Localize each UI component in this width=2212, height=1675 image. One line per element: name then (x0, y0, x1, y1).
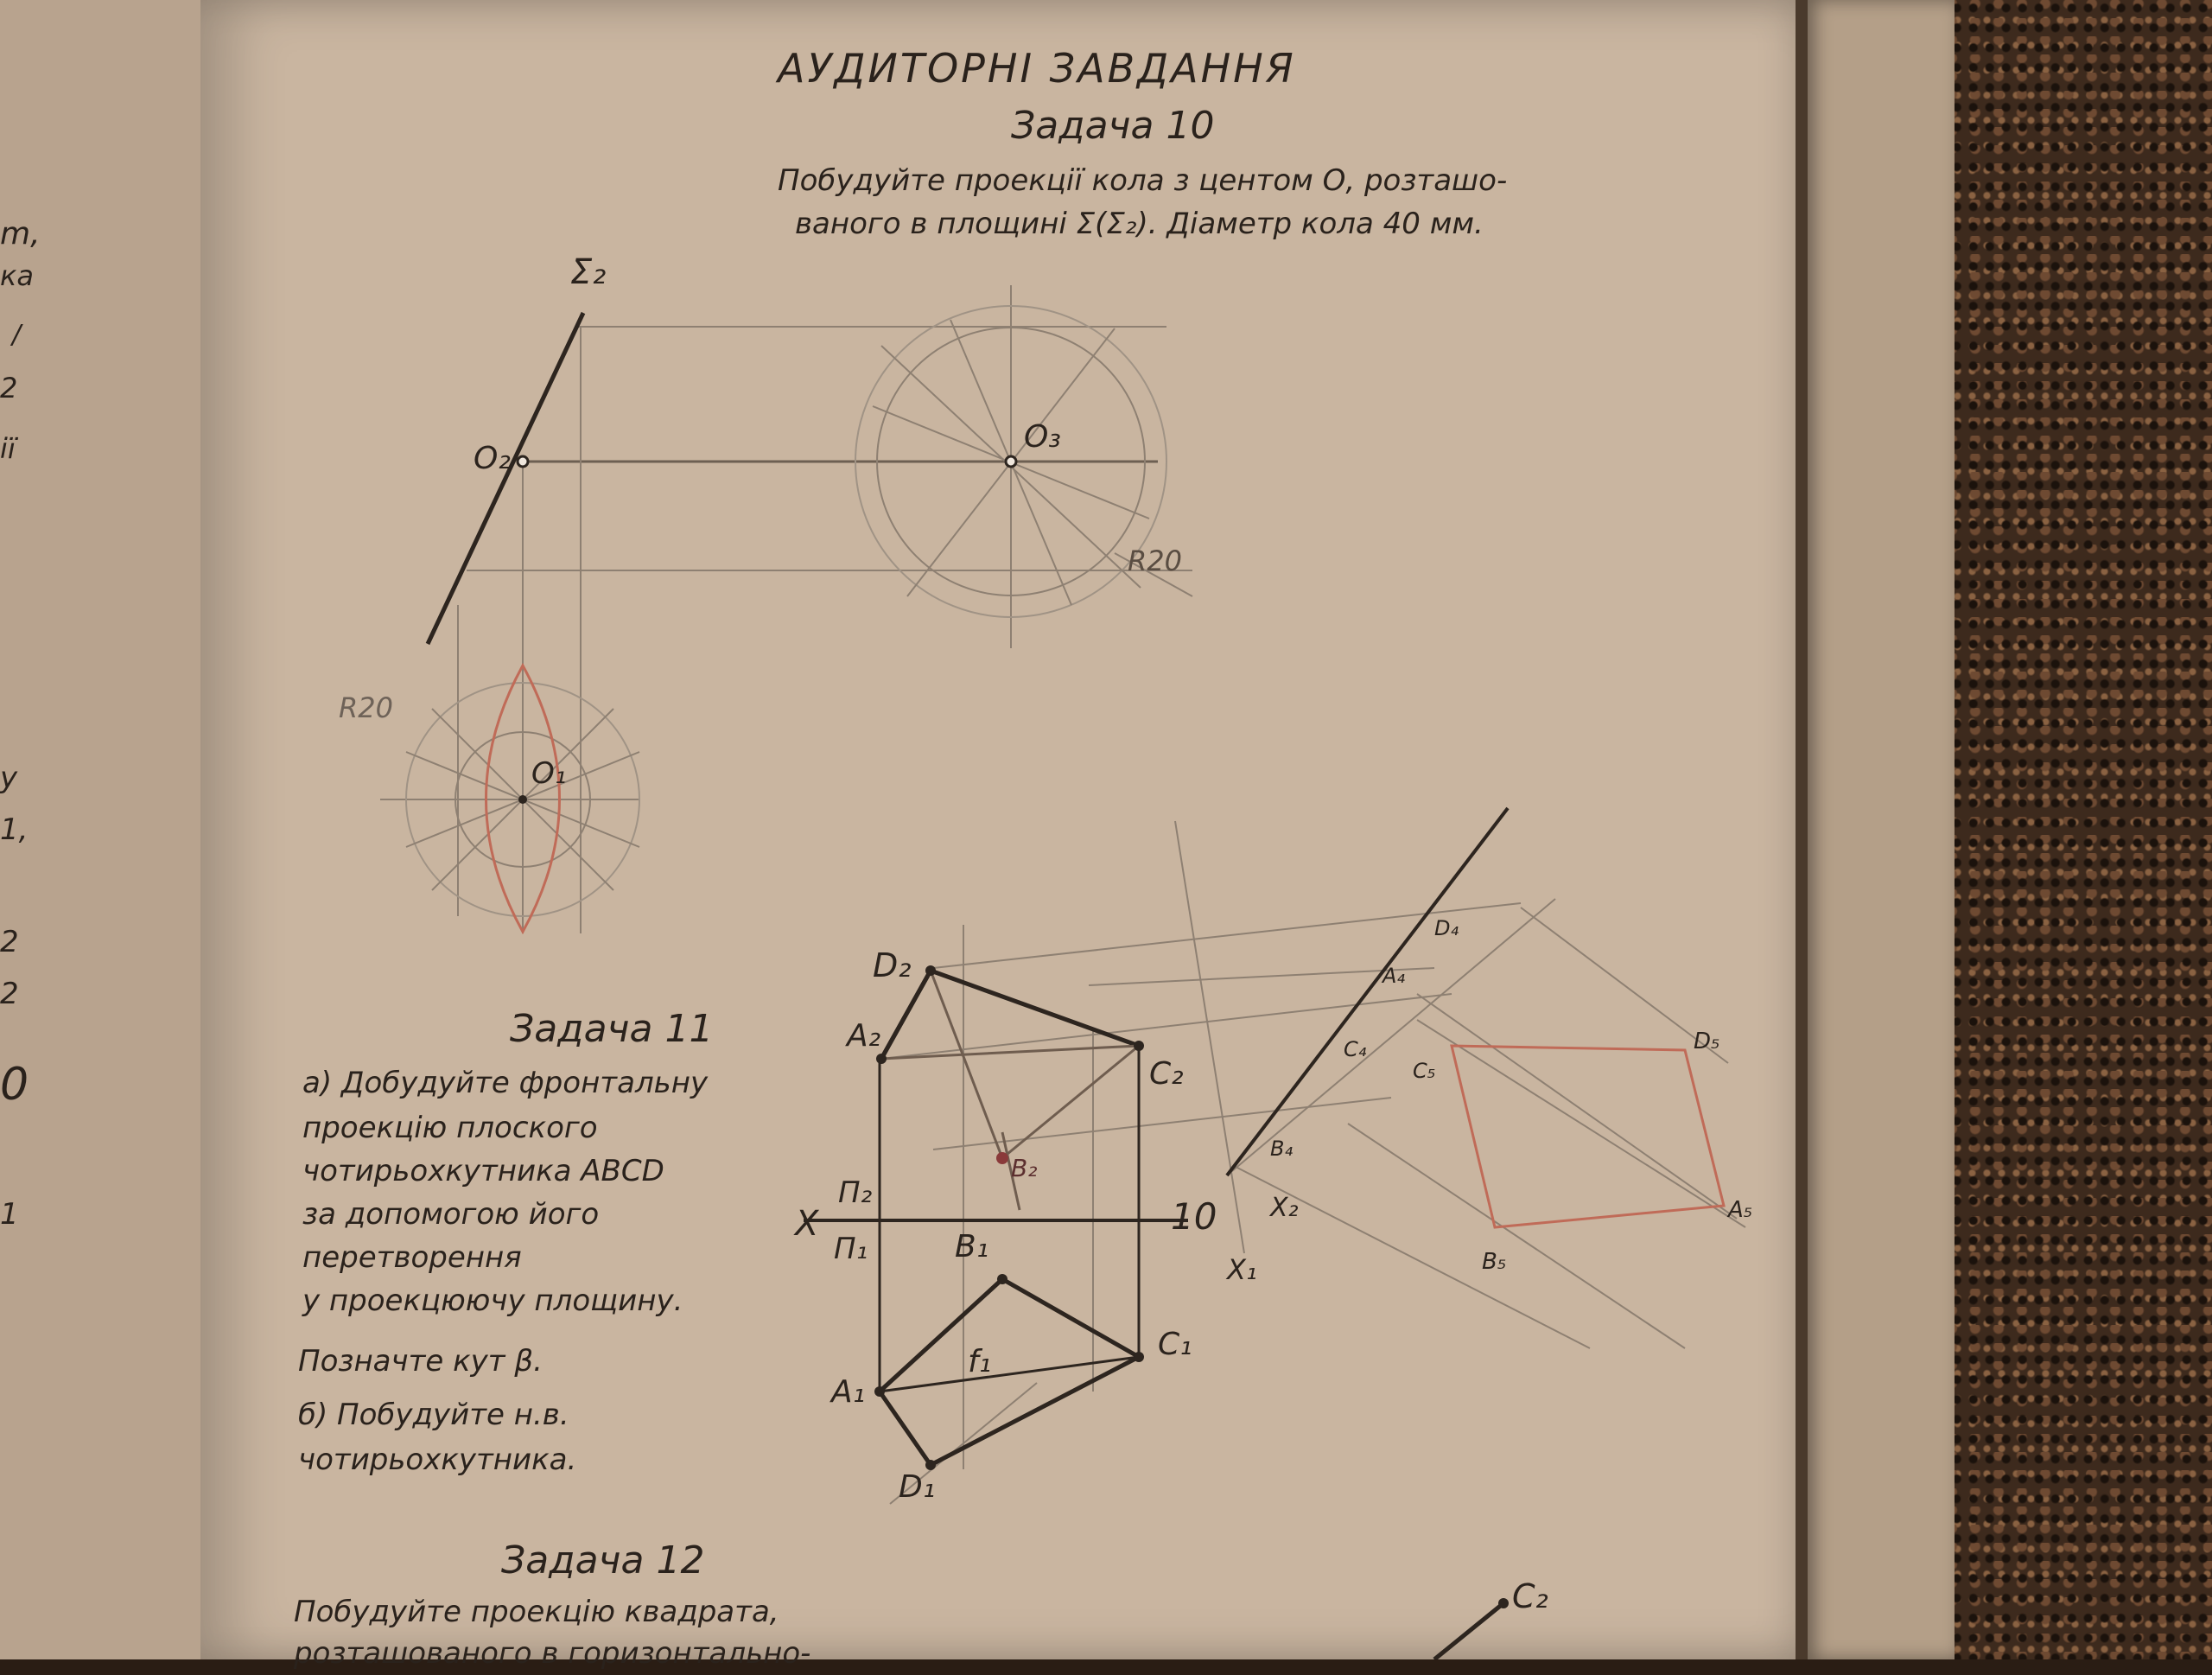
label-b2: B₂ (1011, 1154, 1038, 1182)
margin-note: / (12, 320, 22, 350)
label-x2: X₂ (1270, 1193, 1299, 1223)
task11-title: Задача 11 (510, 1007, 714, 1051)
label-d1: D₁ (899, 1469, 936, 1505)
task12-text-line1: Побудуйте проекцію квадрата, (294, 1595, 779, 1629)
task10-title: Задача 10 (1011, 104, 1215, 148)
label-a4: A₄ (1382, 964, 1406, 988)
label-d4: D₄ (1434, 916, 1459, 940)
margin-note: 2 (0, 372, 18, 404)
label-axis-x: X (795, 1204, 819, 1244)
margin-note: 1 (0, 1197, 19, 1232)
margin-note: 2 (0, 977, 19, 1011)
secondary-lines (881, 971, 1139, 1210)
label-o1: O₁ (531, 756, 567, 791)
label-p1: П₁ (834, 1232, 868, 1266)
task11-text-line: а) Добудуйте фронтальну (302, 1066, 709, 1100)
label-d5: D₅ (1694, 1029, 1720, 1054)
margin-note: 0 (0, 1059, 29, 1111)
task11-text-line: перетворення (302, 1240, 522, 1275)
task11-text-line: проекцію плоского (302, 1111, 598, 1145)
margin-note: 1, (0, 812, 29, 847)
label-o2: O₂ (474, 441, 511, 476)
label-f1: f₁ (968, 1344, 992, 1379)
task10-text-line2: ваного в площині Σ(Σ₂). Діаметр кола 40 мм. (795, 207, 1484, 241)
label-c5: C₅ (1413, 1059, 1436, 1083)
task11-text-line: чотирьохкутника АВСD (302, 1154, 664, 1188)
task10-text-line1: Побудуйте проекції кола з центом О, розташо- (778, 163, 1508, 198)
label-b5: B₅ (1482, 1249, 1507, 1275)
label-c4: C₄ (1344, 1037, 1367, 1061)
task11-text-line: чотирьохкутника. (298, 1443, 577, 1477)
task12-title: Задача 12 (501, 1538, 705, 1583)
margin-note: ії (0, 432, 16, 465)
label-sigma2: Σ₂ (570, 252, 607, 292)
task11-text-line: у проекцюючу площину. (302, 1283, 683, 1318)
margin-note: m, (0, 216, 41, 252)
label-a5: A₅ (1728, 1197, 1753, 1223)
task11-text-line: б) Побудуйте н.в. (298, 1398, 569, 1432)
task12-text-line2: розташованого в горизонтально- (294, 1636, 811, 1671)
label-r20-top: R20 (1128, 545, 1182, 577)
page-heading: АУДИТОРНІ ЗАВДАННЯ (778, 45, 1296, 92)
red-construction (486, 666, 1725, 1227)
label-b1: B₁ (955, 1229, 989, 1264)
label-c1: C₁ (1158, 1327, 1192, 1362)
label-a2: A₂ (847, 1018, 881, 1054)
label-task12-c2: C₂ (1512, 1577, 1548, 1615)
margin-note: ка (0, 259, 34, 292)
label-b4: B₄ (1270, 1137, 1294, 1161)
main-lines (428, 313, 1508, 1659)
margin-note: 2 (0, 925, 19, 959)
margin-note: y (0, 761, 18, 795)
label-o3: O₃ (1024, 419, 1061, 455)
label-p2: П₂ (838, 1175, 873, 1210)
task11-text-line: за допомогою його (302, 1197, 600, 1232)
label-d2: D₂ (873, 946, 912, 984)
label-c2: C₂ (1149, 1056, 1184, 1092)
label-a1: A₁ (831, 1374, 866, 1410)
task11-text-line: Позначте кут β. (298, 1344, 543, 1379)
label-r20-bottom: R20 (339, 691, 393, 724)
label-x1: X₁ (1227, 1253, 1257, 1286)
construction-points (518, 456, 1509, 1608)
label-ten: 10 (1171, 1195, 1217, 1238)
construction-lines (380, 285, 1745, 1504)
